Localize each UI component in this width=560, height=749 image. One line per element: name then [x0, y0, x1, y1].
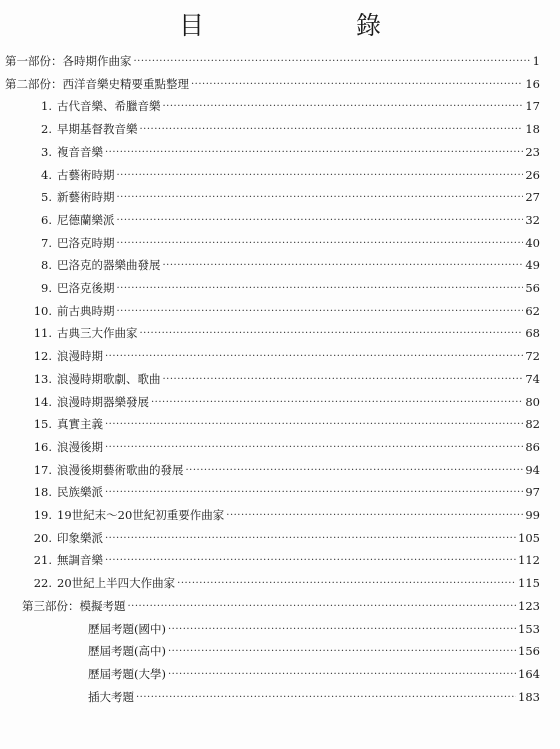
toc-entry-page: 17: [525, 99, 540, 114]
toc-entry[interactable]: [30, 529, 540, 548]
toc-entry-number: 17.: [33, 462, 52, 477]
dot-leader: [163, 370, 524, 389]
toc-entry[interactable]: [30, 461, 540, 480]
toc-entry-title: 浪漫時期歌劇、歌曲: [57, 371, 161, 386]
toc-entry-page: 105: [518, 530, 540, 545]
toc-entry[interactable]: [30, 97, 540, 116]
dot-leader: [117, 211, 524, 230]
toc-entry-title: 印象樂派: [57, 530, 103, 545]
toc-entry-page: 68: [525, 326, 540, 341]
toc-entry[interactable]: [30, 256, 540, 275]
dot-leader: [117, 302, 524, 321]
dot-leader: [226, 506, 523, 525]
toc-entry[interactable]: [30, 211, 540, 230]
toc-entry-title: 歷屆考題(國中): [88, 621, 166, 636]
toc-entry[interactable]: [30, 188, 540, 207]
dot-leader: [134, 52, 531, 71]
dot-leader: [105, 438, 523, 457]
toc-entry-number: 19.: [33, 508, 52, 522]
toc-entry-number: 5.: [41, 190, 52, 205]
toc-entry-page: 18: [525, 122, 540, 137]
toc-entry[interactable]: [30, 438, 540, 457]
toc-entry-number: 10.: [33, 303, 52, 318]
dot-leader: [117, 188, 524, 207]
toc-entry-number: 4.: [41, 167, 52, 182]
toc-entry-title: 浪漫時期: [57, 349, 103, 364]
dot-leader: [105, 143, 523, 162]
dot-leader: [117, 234, 524, 253]
dot-leader: [168, 665, 516, 684]
toc-entry-page: 27: [525, 190, 540, 205]
toc-entry[interactable]: [30, 393, 540, 412]
toc-entry[interactable]: [5, 75, 540, 94]
dot-leader: [186, 461, 524, 480]
toc-entry-title: 浪漫後期: [57, 439, 103, 454]
toc-entry-number: 21.: [33, 553, 52, 568]
toc-entry-title: 古典三大作曲家: [57, 326, 138, 341]
dot-leader: [163, 97, 524, 116]
toc-entry[interactable]: [30, 370, 540, 389]
toc-entry-number: 11.: [33, 326, 52, 341]
dot-leader: [117, 166, 524, 185]
toc-entry-title: 浪漫後期藝術歌曲的發展: [57, 462, 184, 477]
toc-entry-page: 99: [525, 508, 540, 522]
dot-leader: [177, 574, 516, 593]
toc-entry[interactable]: [5, 52, 540, 71]
toc-entry[interactable]: [30, 166, 540, 185]
toc-entry-title: 尼德蘭樂派: [57, 212, 115, 227]
toc-entry-number: 1.: [41, 99, 52, 114]
toc-entry[interactable]: [88, 642, 540, 661]
toc-entry-title: 歷屆考題(高中): [88, 644, 166, 659]
dot-leader: [168, 642, 516, 661]
toc-entry-title: 新藝術時期: [57, 190, 115, 205]
dot-leader: [105, 347, 523, 366]
toc-entry-title: 古代音樂、希臘音樂: [57, 99, 161, 114]
toc-entry[interactable]: [30, 506, 540, 525]
toc-entry[interactable]: [30, 120, 540, 139]
toc-entry-title: 歷屆考題(大學): [88, 666, 166, 681]
page-title: 目 錄: [178, 11, 415, 40]
dot-leader: [140, 324, 524, 343]
toc-entry-title: 真實主義: [57, 417, 103, 432]
toc-entry-number: 8.: [41, 258, 52, 273]
toc-entry[interactable]: [30, 415, 540, 434]
toc-entry-number: 7.: [41, 235, 52, 250]
dot-leader: [117, 279, 524, 298]
toc-entry[interactable]: [30, 302, 540, 321]
toc-entry-page: 123: [518, 598, 540, 613]
dot-leader: [105, 483, 523, 502]
toc-entry-number: 12.: [33, 349, 52, 364]
toc-entry[interactable]: [22, 597, 540, 616]
toc-entry[interactable]: [30, 347, 540, 366]
toc-entry-page: 72: [525, 349, 540, 364]
toc-entry-page: 32: [525, 212, 540, 227]
toc-entry-title: 第二部份：西洋音樂史精要重點整理: [5, 76, 189, 91]
toc-entry-number: 22.: [33, 576, 52, 591]
toc-entry-page: 16: [525, 76, 540, 91]
toc-entry-page: 82: [525, 417, 540, 432]
toc-entry[interactable]: [30, 574, 540, 593]
dot-leader: [163, 256, 524, 275]
toc-entry-title: 複音音樂: [57, 144, 103, 159]
toc-entry[interactable]: [30, 324, 540, 343]
toc-entry-title: 20世紀上半四大作曲家: [57, 576, 176, 591]
toc-entry-number: 3.: [41, 144, 52, 159]
toc-entry-number: 18.: [33, 485, 52, 500]
dot-leader: [105, 529, 516, 548]
toc-entry-title: 巴洛克時期: [57, 235, 115, 250]
toc-entry-page: 164: [518, 666, 540, 681]
toc-entry-number: 15.: [33, 417, 52, 432]
dot-leader: [168, 620, 516, 639]
toc-entry-title: 前古典時期: [57, 303, 115, 318]
toc-entry-title: 巴洛克後期: [57, 281, 115, 295]
toc-entry-number: 14.: [33, 394, 52, 409]
toc-entry-page: 26: [525, 167, 540, 182]
toc-entry-page: 112: [518, 553, 540, 568]
toc-entry-page: 80: [525, 394, 540, 409]
toc-entry-number: 2.: [41, 122, 52, 137]
toc-entry-page: 156: [518, 644, 540, 659]
toc-entry[interactable]: [88, 620, 540, 639]
toc-entry-page: 115: [518, 576, 540, 591]
toc-entry-page: 94: [525, 462, 540, 477]
toc-entry-page: 183: [518, 689, 540, 704]
toc-entry-title: 無調音樂: [57, 553, 103, 568]
dot-leader: [105, 415, 523, 434]
toc-entry-page: 1: [532, 54, 540, 68]
dot-leader: [105, 551, 516, 570]
toc-entry[interactable]: [88, 665, 540, 684]
toc-entry[interactable]: [30, 143, 540, 162]
toc-entry-number: 13.: [33, 371, 52, 386]
dot-leader: [136, 688, 516, 707]
toc-entry-page: 153: [518, 621, 540, 636]
toc-entry-number: 9.: [41, 281, 52, 295]
toc-entry-title: 第三部份：模擬考題: [22, 598, 126, 613]
toc-entry-page: 97: [525, 485, 540, 500]
dot-leader: [191, 75, 523, 94]
toc-entry-page: 56: [525, 281, 540, 295]
toc-entry-title: 民族樂派: [57, 485, 103, 500]
toc-entry-number: 16.: [33, 439, 52, 454]
toc-entry-title: 巴洛克的器樂曲發展: [57, 258, 161, 273]
dot-leader: [140, 120, 524, 139]
toc-entry-page: 40: [525, 235, 540, 250]
toc-entry-title: 浪漫時期器樂發展: [57, 394, 149, 409]
toc-entry-page: 62: [525, 303, 540, 318]
toc-entry-title: 早期基督教音樂: [57, 122, 138, 137]
toc-entry[interactable]: [88, 688, 540, 707]
toc-entry[interactable]: [30, 234, 540, 253]
dot-leader: [151, 393, 523, 412]
toc-entry-title: 第一部份：各時期作曲家: [5, 54, 132, 68]
toc-entry[interactable]: [30, 483, 540, 502]
toc-entry-number: 20.: [33, 530, 52, 545]
toc-entry-page: 86: [525, 439, 540, 454]
toc-entry-title: 古藝術時期: [57, 167, 115, 182]
toc-entry[interactable]: [30, 279, 540, 298]
toc-entry-page: 74: [525, 371, 540, 386]
toc-entry[interactable]: [30, 551, 540, 570]
toc-entry-page: 23: [525, 144, 540, 159]
dot-leader: [128, 597, 517, 616]
toc-entry-page: 49: [525, 258, 540, 273]
toc-entry-title: 插大考題: [88, 689, 134, 704]
toc-entry-title: 19世紀末～20世紀初重要作曲家: [57, 508, 225, 522]
toc-entry-number: 6.: [41, 212, 52, 227]
